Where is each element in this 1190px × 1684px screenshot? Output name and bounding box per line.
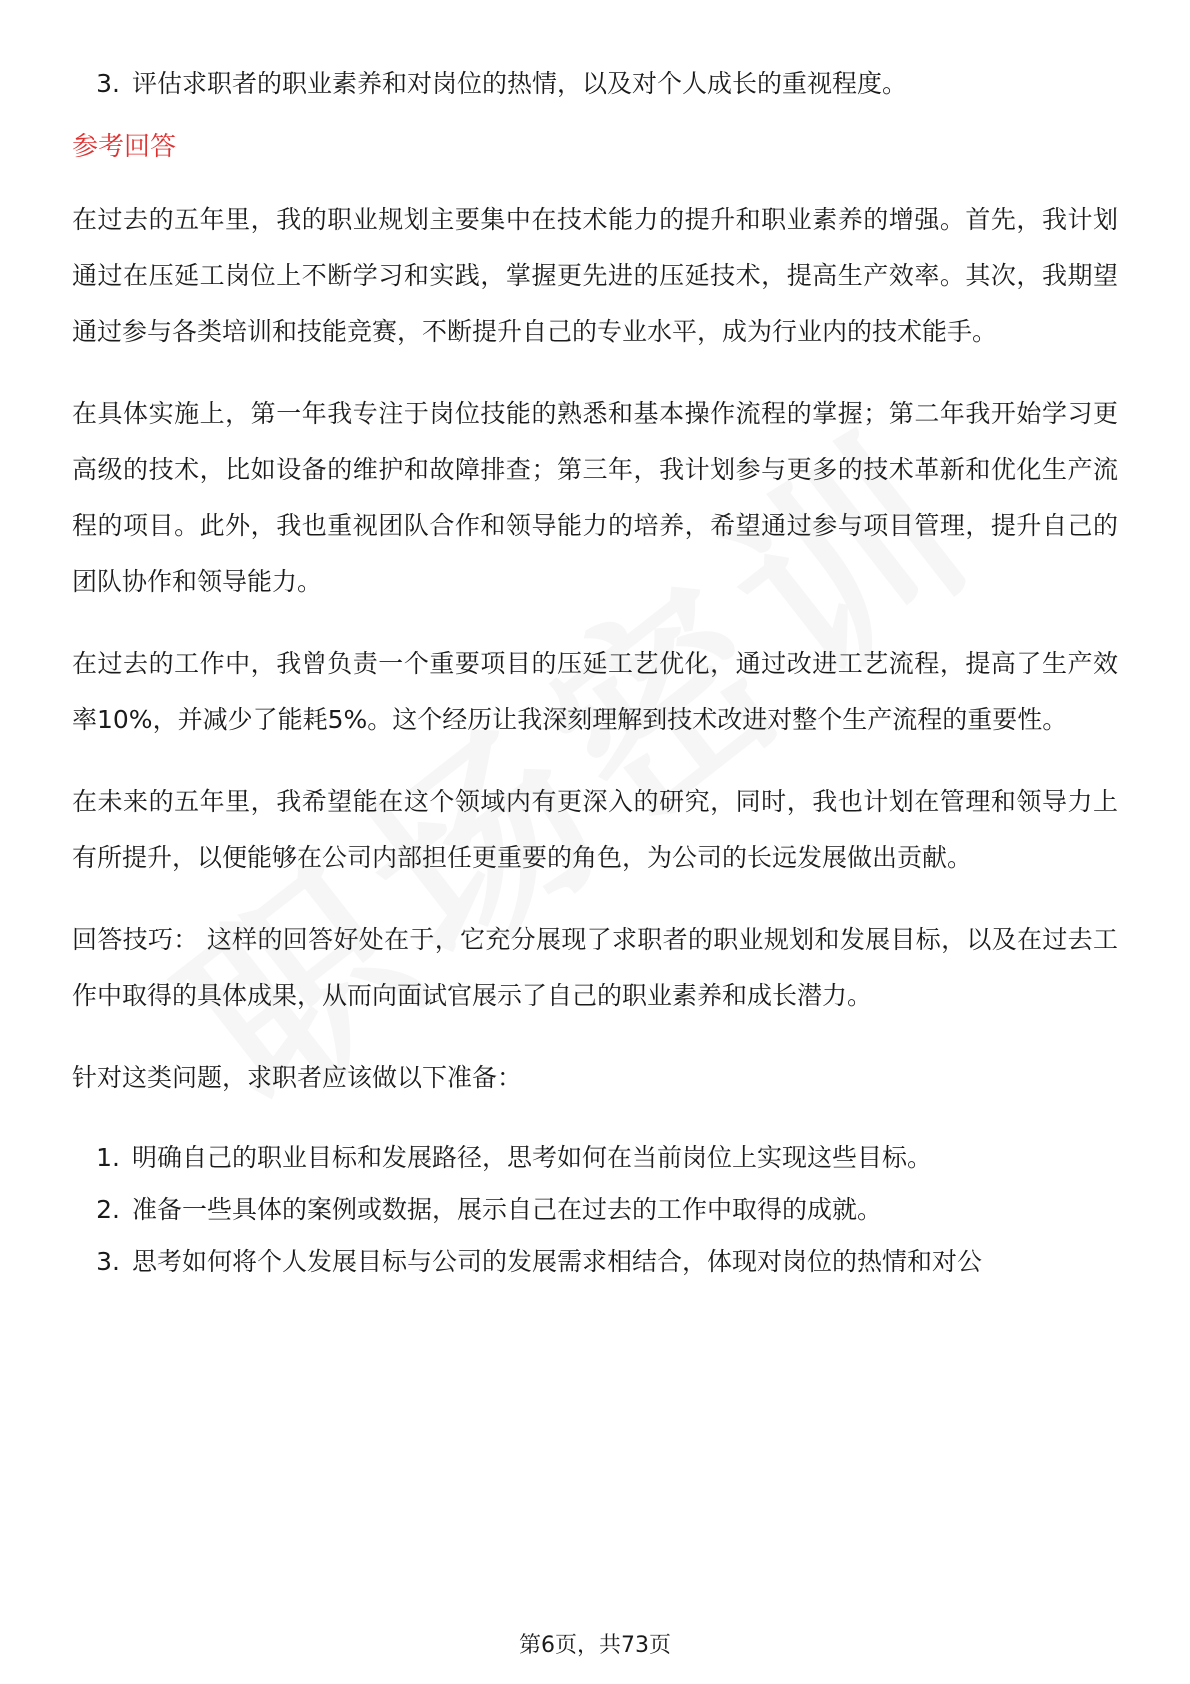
list-item-number: 1.: [96, 1143, 120, 1172]
paragraph: 在未来的五年里，我希望能在这个领域内有更深入的研究，同时，我也计划在管理和领导力上有所提升，以便能够在公司内部担任更重要的角色，为公司的长远发展做出贡献。: [72, 787, 1118, 872]
preparation-intro: 针对这类问题，求职者应该做以下准备：: [72, 1063, 523, 1092]
paragraph: 在过去的五年里，我的职业规划主要集中在技术能力的提升和职业素养的增强。首先，我计划通过在压延工岗位上不断学习和实践，掌握更先进的压延技术，提高生产效率。其次，我期望通过参与各类培训和技能竞赛，不断提升自己的专业水平，成为行业内的技术能手。: [72, 205, 1118, 346]
list-item-number: 3.: [96, 69, 120, 98]
list-item-text: 明确自己的职业目标和发展路径，思考如何在当前岗位上实现这些目标。: [132, 1143, 933, 1172]
list-item: [72, 56, 1118, 112]
preparation-list: [72, 1132, 1118, 1288]
list-item: [72, 1236, 1118, 1288]
paragraph: 在过去的工作中，我曾负责一个重要项目的压延工艺优化，通过改进工艺流程，提高了生产效率10%，并减少了能耗5%。这个经历让我深刻理解到技术改进对整个生产流程的重要性。: [72, 649, 1118, 734]
answer-tip-paragraph: 回答技巧： 这样的回答好处在于，它充分展现了求职者的职业规划和发展目标，以及在过去工作中取得的具体成果，从而向面试官展示了自己的职业素养和成长潜力。: [72, 925, 1118, 1010]
list-item: [72, 1184, 1118, 1236]
document-page: [72, 56, 1118, 1288]
list-item-number: 3.: [96, 1247, 120, 1276]
list-item-text: 思考如何将个人发展目标与公司的发展需求相结合，体现对岗位的热情和对公: [132, 1247, 983, 1276]
list-item: [72, 1132, 1118, 1184]
list-item-text: 评估求职者的职业素养和对岗位的热情，以及对个人成长的重视程度。: [132, 69, 908, 98]
paragraph: 在具体实施上，第一年我专注于岗位技能的熟悉和基本操作流程的掌握；第二年我开始学习更高级的技术，比如设备的维护和故障排查；第三年，我计划参与更多的技术革新和优化生产流程的项目。此外，我也重视团队合作和领导能力的培养，希望通过参与项目管理，提升自己的团队协作和领导能力。: [72, 399, 1118, 596]
page-footer: 第6页，共73页: [519, 1633, 671, 1658]
list-item-number: 2.: [96, 1195, 120, 1224]
list-item-text: 准备一些具体的案例或数据，展示自己在过去的工作中取得的成就。: [132, 1195, 883, 1224]
section-title: 参考回答: [72, 132, 177, 162]
